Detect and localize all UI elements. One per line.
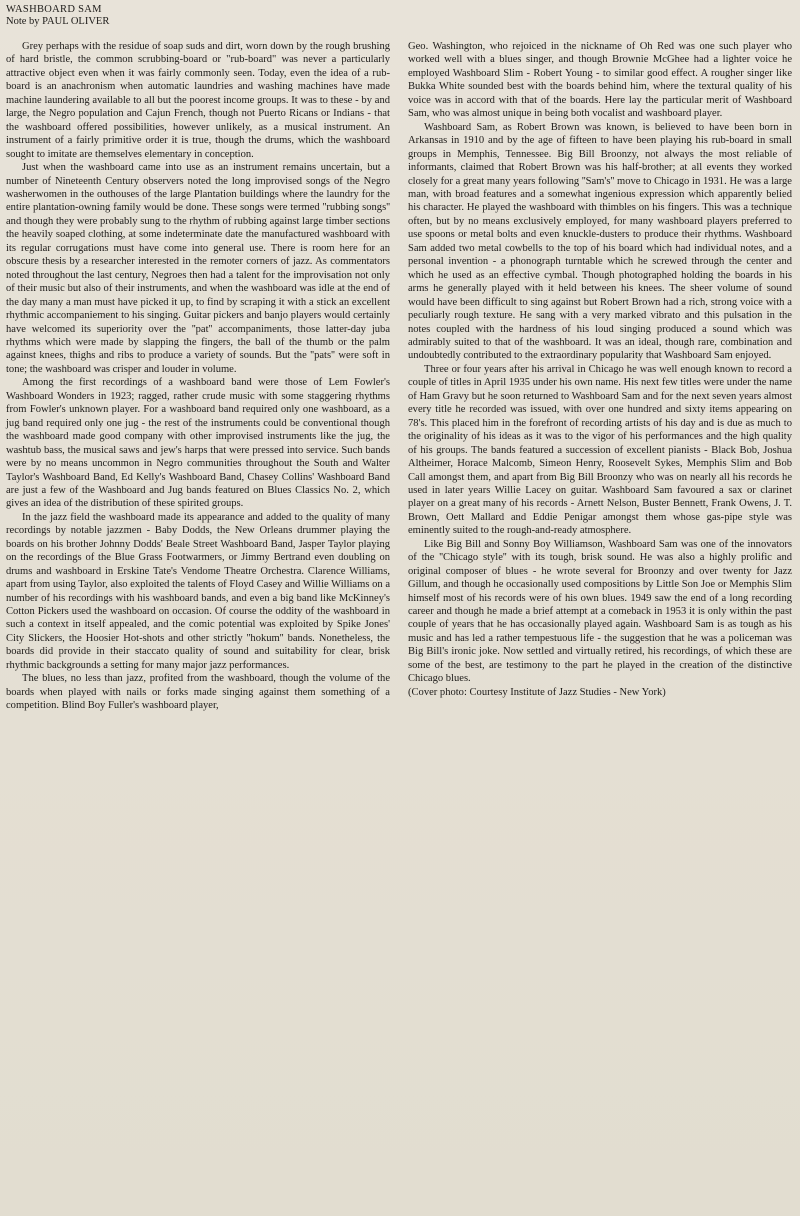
paragraph: Just when the washboard came into use as an instrument remains uncertain, but a number of Nineteenth Century observers noted the long improvised songs of the Negro washerwomen in the outhouses of the large Plantation buildings where the laundry for the entire plantation-owning family would be done. These songs were termed ''rubbing songs'' and though they were probably sung to the rhythm of rubbing against large timber sections the heavily soaped clothing, at some indeterminate date the manufactured washboard with its regular corrugations must have come into general use. There is room here for an obscure thesis by a researcher interested in the remoter corners of jazz. As commentators noted throughout the last century, Negroes then had a talent for the improvisation not only of their music but also of their instruments, and when the washboard was idle at the end of the day many a man must have picked it up, to find by scraping it with a stick an excellent rhythmic accompaniement to his singing. Guitar pickers and banjo players would certainly have welcomed its superiority over the ''pat'' accompaniments, those latter-day juba rhythms which were made by slapping the fingers, the ball of the thumb or the palm against knees, thighs and ribs to produce a variety of sounds. But the ''pats'' were soft in tone; the washboard was crisper and louder in volume.	[6, 162, 390, 375]
article-byline: Note by PAUL OLIVER	[6, 16, 110, 27]
text-columns	[6, 40, 792, 713]
paragraph: Washboard Sam, as Robert Brown was known, is believed to have been born in Arkansas in 1910 and by the age of fifteen to have been playing his rub-board in small groups in Memphis, Tennessee. Big Bill Broonzy, not always the most reliable of informants, claimed that Robert Brown was his half-brother; at all events they worked closely for a great many years following ''Sam's'' move to Chicago in 1931. He was a large man, with broad features and a somewhat ingenious expression which apparently belied his character. He played the washboard with thimbles on his fingers. This was a technique often, but by no means exclusively employed, for many washboard players preferred to use spoons or metal bolts and even knuckle-dusters to produce their rhythms. Washboard Sam added two metal cowbells to the top of his board which had individual notes, and a personal invention - a phonograph turntable which he screwed through the center and which he used as an effective cymbal. Though photographed holding the boards in his arms he generally played with it held between his knees. The sheer volume of sound would have been difficult to sing against but Robert Brown had a rich, strong voice with a peculiarly rough texture. He sang with a very marked vibrato and this pulsation in the notes coupled with the hardness of his loud singing produced a sound which was admirably suited to that of the washboard. It was an ideal, though rare, combination and undoubtedly contributed to the extraordinary popularity that Washboard Sam enjoyed.	[408, 121, 792, 362]
cover-photo-credit: (Cover photo: Courtesy Institute of Jazz Studies - New York)	[408, 686, 666, 698]
paragraph: Grey perhaps with the residue of soap suds and dirt, worn down by the rough brushing of hard bristle, the common scrubbing-board or "rub-board" was never a particularly attractive object even when it was fairly commonly seen. Today, even the idea of a rub-board is an anachronism when automatic laundries and washing machines have made machine laundering available to all but the poorest income groups. It was to these - by and large, the Negro population and Cajun French, though not Puerto Ricans or Indians - that the washboard offered possibilities, however unlikely, as a musical instrument. An instrument of a fairly primitive order it is true, though the drums, which the washboard sought to imitate are themselves elementary in conception.	[6, 41, 390, 160]
left-column	[6, 40, 390, 713]
paragraph: In the jazz field the washboard made its appearance and added to the quality of many recordings by notable jazzmen - Baby Dodds, the New Orleans drummer playing the boards on his brother Johnny Dodds' Beale Street Washboard Band, Jasper Taylor playing on the recordings of the Blue Grass Footwarmers, or Jimmy Bertrand even doubling on drums and washboard in Erskine Tate's Vendome Theatre Orchestra. Clarence Williams, apart from using Taylor, also exploited the talents of Floyd Casey and Willie Williams on a number of his recordings with his washboard bands, and even a big band like McKinney's Cotton Pickers used the washboard on occasion. Of course the oddity of the washboard in such a context in itself appealed, and the comic potential was exploited by Spike Jones' City Slickers, the Hoosier Hot-shots and other strictly ''hokum'' bands. Nonetheless, the boards did provide in their staccato quality of sound and suitability for clear, brisk rhythmic backgrounds a setting for many major jazz performances.	[6, 511, 390, 671]
right-column	[408, 40, 792, 713]
header	[6, 4, 792, 28]
paragraph: The blues, no less than jazz, profited from the washboard, though the volume of the boards when played with nails or forks made singing against them something of a competition. Blind Boy Fuller's washboard player,	[6, 673, 390, 712]
article-title: WASHBOARD SAM	[6, 4, 102, 15]
paragraph: Like Big Bill and Sonny Boy Williamson, Washboard Sam was one of the innovators of the ''Chicago style'' with its tough, brisk sound. He was also a highly prolific and original composer of blues - he wrote several for Broonzy and over twenty for Jazz Gillum, and though he occasionally used compositions by Little Son Joe or Memphis Slim himself most of his records were of his own blues. 1949 saw the end of a long recording career and though he made a brief attempt at a comeback in 1953 it is only within the past couple of years that he has occasionally played again. Washboard Sam is as tough as his music and has led a rather tempestuous life - the suggestion that he was a policeman was Big Bill's ironic joke. Now settled and virtually retired, his recordings, of which these are some of the best, are testimony to the part he played in the creation of the distinctive Chicago blues.	[408, 538, 792, 685]
paragraph: Geo. Washington, who rejoiced in the nickname of Oh Red was one such player who worked well with a blues singer, and though Brownie McGhee had a lighter voice he employed Washboard Slim - Robert Young - to similar good effect. A rougher singer like Bukka White sounded best with the boards behind him, where the textural quality of his voice was in accord with that of the boards. Here lay the particular merit of Washboard Sam, who was almost unique in being both vocalist and washboard player.	[408, 41, 792, 120]
paragraph: Three or four years after his arrival in Chicago he was well enough known to record a couple of titles in April 1935 under his own name. His next few titles were under the name of Ham Gravy but he soon returned to Washboard Sam and for the next seven years almost every title he recorded was issued, with over one hundred and sixty items appearing on 78's. This placed him in the forefront of recording artists of his day and is due as much to the originality of his ideas as it was to the vigor of his performances and the high quality of his groups. The bands featured a succession of excellent pianists - Black Bob, Joshua Altheimer, Horace Malcomb, Simeon Henry, Roosevelt Sykes, Memphis Slim and Bob Call amongst them, and apart from Big Bill Broonzy who was on nearly all his records he used in later years Willie Lacey on guitar. Washboard Sam favoured a sax or clarinet player on a great many of his records - Arnett Nelson, Buster Bennett, Frank Owens, J. T. Brown, Oett Mallard and Eddie Penigar amongst them whose gas-pipe style was eminently suited to the rough-and-ready atmosphere.	[408, 363, 792, 537]
paragraph: Among the first recordings of a washboard band were those of Lem Fowler's Washboard Wonders in 1923; ragged, rather crude music with some staggering rhythms from Fowler's unknown player. For a washboard band required only one washboard, as a jug band required only one jug - the rest of the instruments could be conventional though the washboard made good company with other improvised instruments like the jug, the washtub bass, the musical saws and jew's harps that were pressed into service. Such bands were by no means uncommon in Negro communities throughout the South and Walter Taylor's Washboard Band, Ed Kelly's Washboard Band, Chasey Collins' Washboard Band are just a few of the Washboard and Jug bands featured on Blues Classics No. 2, which gives an idea of the distribution of these spirited groups.	[6, 377, 390, 510]
